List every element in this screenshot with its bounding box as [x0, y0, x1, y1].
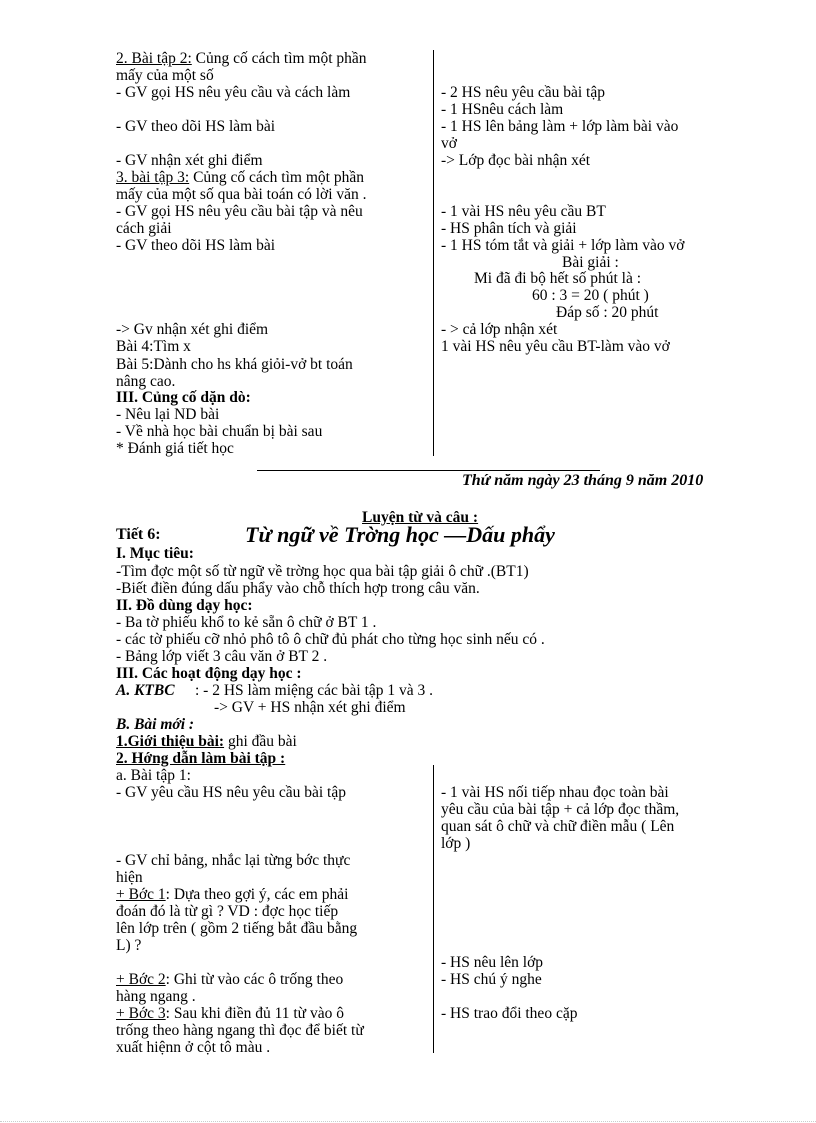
- right-line: - HS chú ý nghe: [441, 971, 542, 988]
- right-line: - HS nêu lên lớp: [441, 954, 544, 971]
- bt2-heading: 2. Bài tập 2: Củng cố cách tìm một phần: [116, 50, 367, 67]
- body-line: - các tờ phiếu cỡ nhỏ phô tô ô chữ đủ phát cho từng học sinh nếu có .: [116, 631, 545, 648]
- subject-title: Luyện từ và câu :: [362, 509, 479, 526]
- left-line: - GV theo dõi HS làm bài: [116, 118, 276, 135]
- body-line: : - 2 HS làm miệng các bài tập 1 và 3 .: [195, 682, 434, 699]
- right-line: - 1 vài HS nêu yêu cầu BT: [441, 203, 606, 220]
- right-line: - 1 HS lên bảng làm + lớp làm bài vào: [441, 118, 679, 135]
- left-line: xuất hiệnn ở cột tô màu .: [116, 1039, 271, 1056]
- left-line: Bài 4:Tìm x: [116, 338, 191, 355]
- section-heading: I. Mục tiêu:: [116, 545, 194, 562]
- left-line: - Về nhà học bài chuẩn bị bài sau: [116, 423, 323, 440]
- intro-label: 1.Giới thiệu bài:: [116, 733, 225, 750]
- date-line: Thứ năm ngày 23 tháng 9 năm 2010: [462, 472, 704, 489]
- lesson-number: Tiết 6:: [116, 526, 161, 543]
- body-line: - Bảng lớp viết 3 câu văn ở BT 2 .: [116, 648, 328, 665]
- section-heading: II. Đồ dùng dạy học:: [116, 597, 253, 614]
- left-line: - GV chỉ bảng, nhắc lại từng bớc thực: [116, 852, 351, 869]
- step-2-label: + Bớc 2: [116, 971, 166, 988]
- left-line: L) ?: [116, 937, 142, 954]
- guide-heading: 2. Hớng dẫn làm bài tập :: [116, 750, 286, 767]
- section-heading: III. Củng cố dặn dò:: [116, 389, 251, 406]
- body-line: -> GV + HS nhận xét ghi điểm: [214, 699, 406, 716]
- right-line: - 1 vài HS nối tiếp nhau đọc toàn bài: [441, 784, 669, 801]
- step-1-label: + Bớc 1: [116, 886, 166, 903]
- left-line: đoán đó là từ gì ? VD : đợc học tiếp: [116, 903, 339, 920]
- bottom-table-divider: [433, 765, 434, 1053]
- left-line: - Nêu lại ND bài: [116, 406, 220, 423]
- section-heading: III. Các hoạt động dạy học :: [116, 665, 302, 682]
- step-3-line: + Bớc 3: Sau khi điền đủ 11 từ vào ô: [116, 1005, 344, 1022]
- bt3-label: 3. bài tập 3:: [116, 169, 190, 186]
- body-line: -Tìm đợc một số từ ngữ về trờng học qua bài tập giải ô chữ .(BT1): [116, 563, 529, 580]
- left-line: - GV gọi HS nêu yêu cầu bài tập và nêu: [116, 203, 363, 220]
- left-line: - GV yêu cầu HS nêu yêu cầu bài tập: [116, 784, 346, 801]
- left-line: * Đánh giá tiết học: [116, 440, 234, 457]
- left-line: hàng ngang .: [116, 988, 196, 1005]
- right-line: - > cả lớp nhận xét: [441, 321, 558, 338]
- new-lesson-label: B. Bài mới :: [116, 716, 195, 733]
- left-line: hiện: [116, 869, 143, 886]
- bt3-heading: 3. bài tập 3: Củng cố cách tìm một phần: [116, 169, 364, 186]
- lesson-title: Từ ngữ về Trờng học —Dấu phẩy: [245, 522, 555, 547]
- left-line: cách giải: [116, 220, 172, 237]
- page-bottom-border: [0, 1121, 816, 1122]
- left-line: Bài 5:Dành cho hs khá giỏi-vở bt toán: [116, 356, 353, 373]
- body-line: -Biết điền đúng dấu phẩy vào chỗ thích hợp trong câu văn.: [116, 580, 480, 597]
- solution-answer: Đáp số : 20 phút: [556, 304, 659, 321]
- step-3-label: + Bớc 3: [116, 1005, 166, 1022]
- solution-line: 60 : 3 = 20 ( phút ): [532, 287, 649, 304]
- body-line: - Ba tờ phiếu khổ to kẻ sẵn ô chữ ở BT 1 .: [116, 614, 377, 631]
- left-line: mấy của một số: [116, 67, 214, 84]
- bt2-label: 2. Bài tập 2:: [116, 50, 192, 67]
- right-line: - HS trao đổi theo cặp: [441, 1005, 578, 1022]
- right-line: - 2 HS nêu yêu cầu bài tập: [441, 84, 605, 101]
- left-line: trống theo hàng ngang thì đọc để biết từ: [116, 1022, 364, 1039]
- ktbc-label: A. KTBC: [116, 682, 175, 699]
- solution-heading: Bài giải :: [562, 254, 619, 271]
- right-line: - HS phân tích và giải: [441, 220, 577, 237]
- right-line: - 1 HSnêu cách làm: [441, 101, 564, 118]
- right-line: vở: [441, 135, 457, 152]
- intro-line: 1.Giới thiệu bài: ghi đầu bài: [116, 733, 297, 750]
- step-1-line: + Bớc 1: Dựa theo gợi ý, các em phải: [116, 886, 349, 903]
- solution-line: Mi đã đi bộ hết số phút là :: [474, 270, 642, 287]
- left-line: a. Bài tập 1:: [116, 767, 191, 784]
- separator-line: [257, 470, 600, 471]
- top-table-divider: [433, 50, 434, 456]
- left-line: nâng cao.: [116, 373, 176, 390]
- right-line: -> Lớp đọc bài nhận xét: [441, 152, 591, 169]
- right-line: quan sát ô chữ và chữ điền mẫu ( Lên: [441, 818, 675, 835]
- left-line: - GV theo dõi HS làm bài: [116, 237, 276, 254]
- step-2-line: + Bớc 2: Ghi từ vào các ô trống theo: [116, 971, 344, 988]
- left-line: - GV nhận xét ghi điểm: [116, 152, 263, 169]
- right-line: lớp ): [441, 835, 471, 852]
- left-line: -> Gv nhận xét ghi điểm: [116, 321, 269, 338]
- left-line: mấy của một số qua bài toán có lời văn .: [116, 186, 367, 203]
- left-line: - GV gọi HS nêu yêu cầu và cách làm: [116, 84, 351, 101]
- right-line: yêu cầu của bài tập + cả lớp đọc thầm,: [441, 801, 680, 818]
- right-line: 1 vài HS nêu yêu cầu BT-làm vào vở: [441, 338, 670, 355]
- left-line: lên lớp trên ( gồm 2 tiếng bắt đầu bằng: [116, 920, 358, 937]
- right-line: - 1 HS tóm tắt và giải + lớp làm vào vở: [441, 237, 685, 254]
